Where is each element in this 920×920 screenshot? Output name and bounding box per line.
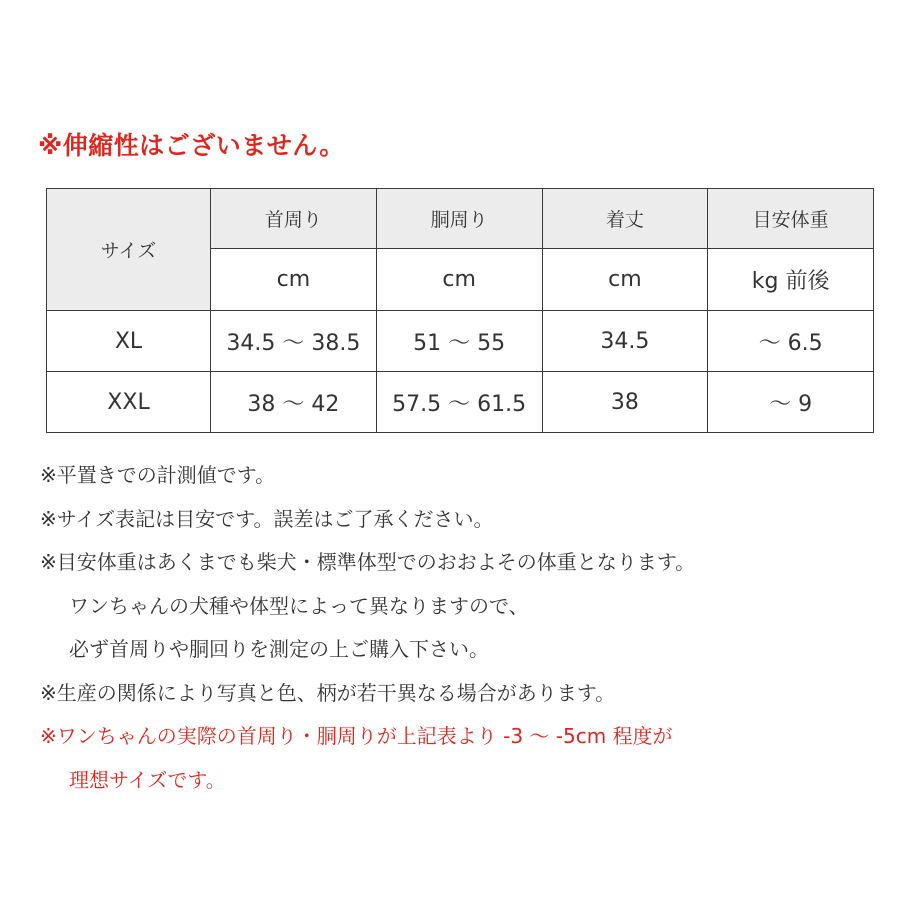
size-column-header: サイズ [47, 189, 211, 311]
size-label: XXL [47, 372, 211, 433]
chest-value: 57.5 ～ 61.5 [376, 372, 542, 433]
length-column-header: 着丈 [542, 189, 708, 249]
chest-column-header: 胴周り [376, 189, 542, 249]
note-ideal-size: ※ワンちゃんの実際の首周り・胴周りが上記表より -3 ～ -5cm 程度が [40, 724, 673, 748]
length-value: 38 [542, 372, 708, 433]
neck-value: 38 ～ 42 [211, 372, 377, 433]
weight-value: ～ 6.5 [708, 311, 874, 372]
table-header-row [47, 189, 874, 249]
length-value: 34.5 [542, 311, 708, 372]
note-weight-guide-cont2: 必ず首周りや胴回りを測定の上ご購入下さい。 [69, 637, 489, 661]
chest-value: 51 ～ 55 [376, 311, 542, 372]
size-label: XL [47, 311, 211, 372]
table-row [47, 372, 874, 433]
length-unit: cm [542, 249, 708, 311]
note-weight-guide: ※目安体重はあくまでも柴犬・標準体型でのおおよその体重となります。 [40, 550, 696, 574]
weight-unit: kg 前後 [708, 249, 874, 311]
note-ideal-size-cont: 理想サイズです。 [69, 767, 226, 792]
note-production-variance: ※生産の関係により写真と色、柄が若干異なる場合があります。 [40, 680, 616, 705]
neck-column-header: 首周り [211, 189, 377, 249]
note-size-approximate: ※サイズ表記は目安です。誤差はご了承ください。 [40, 506, 494, 531]
size-chart-table [46, 188, 874, 433]
note-flat-measurement: ※平置きでの計測値です。 [40, 463, 276, 487]
notes-section [40, 454, 910, 802]
weight-column-header: 目安体重 [708, 189, 874, 249]
weight-value: ～ 9 [708, 372, 874, 433]
neck-unit: cm [211, 249, 377, 311]
chest-unit: cm [376, 249, 542, 311]
stretch-warning-title: ※伸縮性はございません。 [38, 131, 345, 160]
note-weight-guide-cont1: ワンちゃんの犬種や体型によって異なりますので、 [69, 593, 529, 618]
table-row [47, 311, 874, 372]
neck-value: 34.5 ～ 38.5 [211, 311, 377, 372]
